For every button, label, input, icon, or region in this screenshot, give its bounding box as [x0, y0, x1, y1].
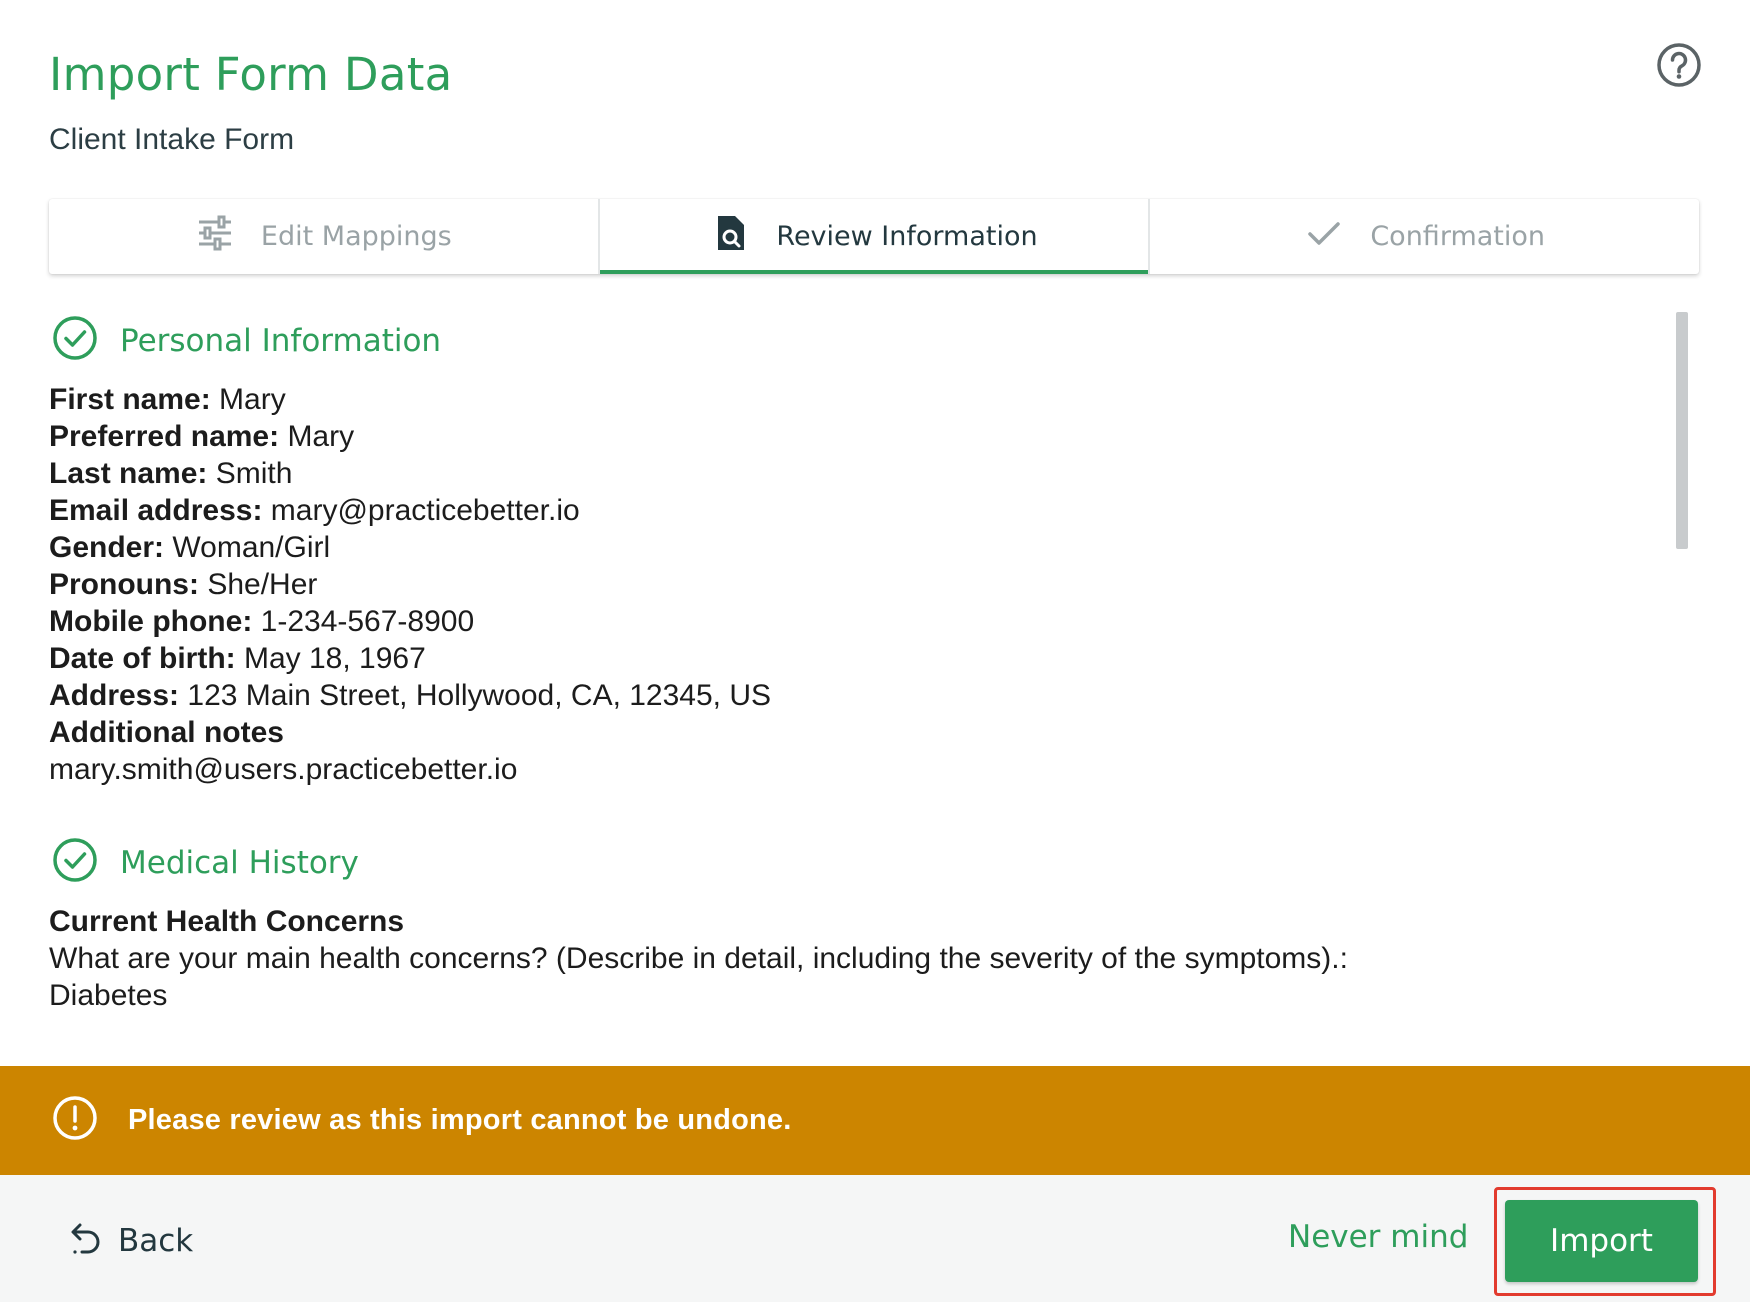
section-header-personal — [52, 315, 441, 366]
field-label: Email address: — [49, 494, 263, 527]
tab-edit-mappings-label: Edit Mappings — [260, 221, 452, 252]
tab-confirmation[interactable] — [1150, 199, 1699, 274]
field-additional-notes-label — [49, 714, 771, 751]
field-gender — [49, 529, 771, 566]
import-button[interactable]: Import — [1505, 1200, 1698, 1282]
tab-review-information[interactable] — [600, 199, 1151, 274]
field-value: Mary — [279, 420, 355, 453]
tab-review-information-label: Review Information — [776, 221, 1038, 252]
field-date-of-birth — [49, 640, 771, 677]
sliders-icon — [195, 213, 235, 260]
review-content[interactable] — [0, 310, 1750, 1065]
medical-answer: Diabetes — [49, 979, 168, 1012]
field-value: Woman/Girl — [164, 531, 331, 564]
form-name: Client Intake Form — [49, 123, 295, 156]
step-tabs — [49, 199, 1699, 274]
field-label: Additional notes — [49, 716, 284, 749]
field-label: Pronouns: — [49, 568, 199, 601]
field-last-name — [49, 455, 771, 492]
warning-text: Please review as this import cannot be undone. — [128, 1104, 792, 1136]
never-mind-button[interactable]: Never mind — [1288, 1219, 1469, 1255]
medical-question: What are your main health concerns? (Describe in detail, including the severity of the symptoms).: — [49, 942, 1348, 975]
field-value: 123 Main Street, Hollywood, CA, 12345, US — [179, 679, 772, 712]
check-circle-icon — [52, 837, 98, 888]
field-value: Smith — [207, 457, 293, 490]
document-search-icon — [710, 213, 750, 260]
field-value: Mary — [210, 383, 286, 416]
page-title: Import Form Data — [49, 48, 453, 101]
field-address — [49, 677, 771, 714]
field-value: mary@practicebetter.io — [262, 494, 580, 527]
section-header-medical — [52, 837, 359, 888]
field-first-name — [49, 381, 771, 418]
field-label: Date of birth: — [49, 642, 236, 675]
check-circle-icon — [52, 315, 98, 366]
section-title-personal: Personal Information — [120, 322, 442, 359]
field-label: Last name: — [49, 457, 208, 490]
warning-banner — [0, 1066, 1750, 1175]
section-title-medical: Medical History — [120, 844, 359, 881]
field-value: May 18, 1967 — [235, 642, 426, 675]
field-preferred-name — [49, 418, 771, 455]
field-label: Preferred name: — [49, 420, 280, 453]
field-email — [49, 492, 771, 529]
field-pronouns — [49, 566, 771, 603]
medical-fields — [49, 903, 1348, 1014]
personal-fields — [49, 381, 771, 788]
dialog-footer — [0, 1175, 1750, 1302]
field-mobile-phone — [49, 603, 771, 640]
field-value: She/Her — [199, 568, 318, 601]
field-label: Current Health Concerns — [49, 905, 405, 938]
content-scrollbar[interactable] — [1676, 312, 1688, 549]
undo-icon — [64, 1218, 104, 1263]
back-button[interactable] — [64, 1218, 193, 1263]
checkmark-icon — [1304, 213, 1344, 260]
page-header — [49, 48, 453, 157]
tab-edit-mappings[interactable] — [49, 199, 600, 274]
field-label: First name: — [49, 383, 211, 416]
field-label: Gender: — [49, 531, 165, 564]
field-additional-notes-value: mary.smith@users.practicebetter.io — [49, 753, 518, 786]
medical-subheading — [49, 903, 1348, 940]
field-label: Mobile phone: — [49, 605, 253, 638]
alert-circle-icon — [52, 1095, 98, 1146]
field-label: Address: — [49, 679, 180, 712]
help-icon[interactable] — [1656, 42, 1702, 88]
back-label: Back — [118, 1222, 194, 1259]
tab-confirmation-label: Confirmation — [1370, 221, 1546, 252]
field-value: 1-234-567-8900 — [252, 605, 475, 638]
